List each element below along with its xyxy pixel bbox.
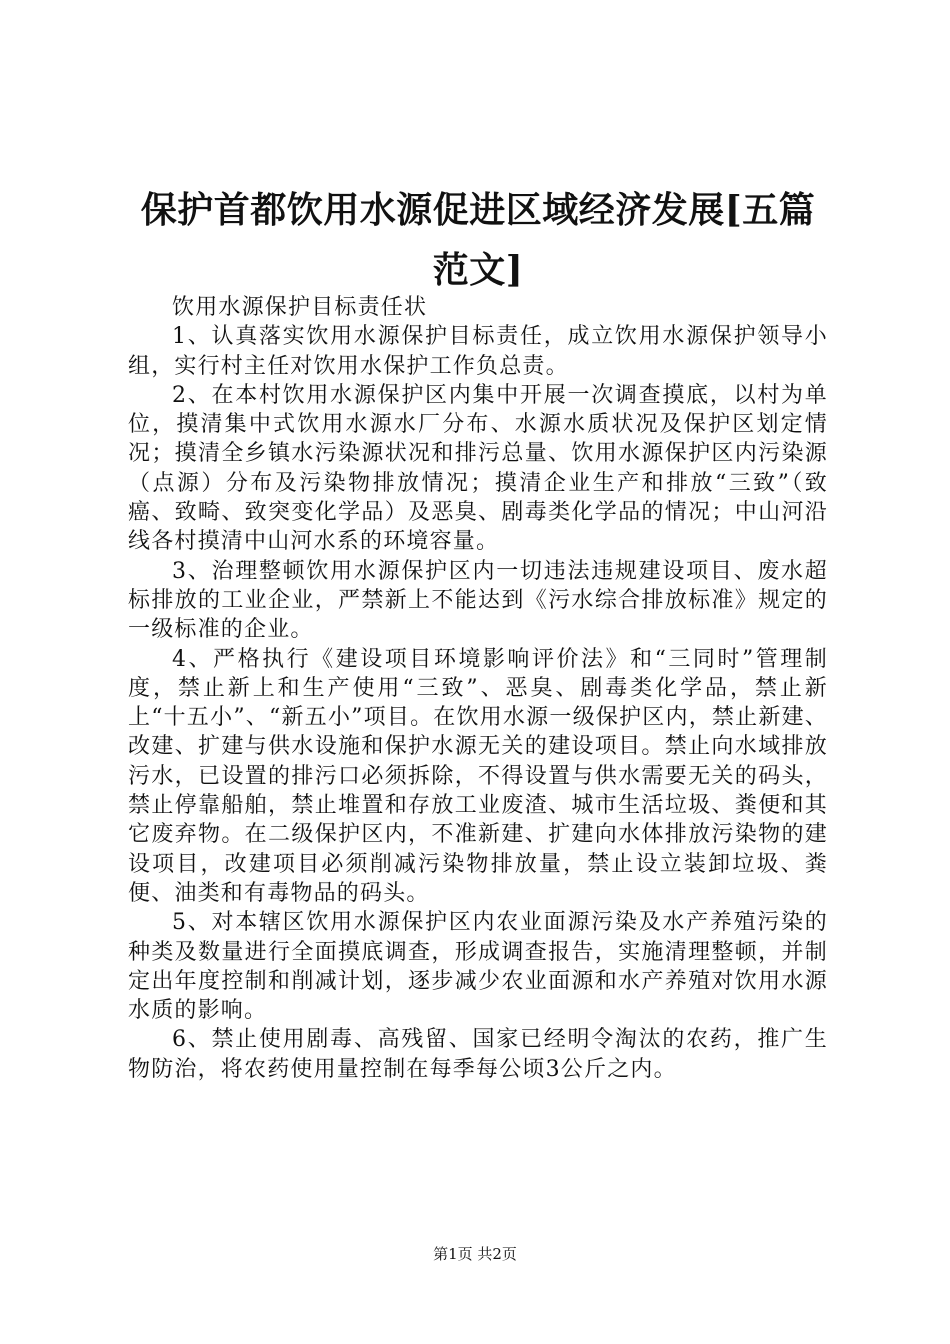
paragraph-item-2: 2、在本村饮用水源保护区内集中开展一次调查摸底，以村为单位，摸清集中式饮用水源水厂分布、水源水质状况及保护区划定情况；摸清全乡镇水污染源状况和排污总量、饮用水源保护区内污染源（点源）分布及污染物排放情况；摸清企业生产和排放“三致”（致癌、致畸、致突变化学品）及恶臭、剧毒类化学品的情况；中山河沿线各村摸清中山河水系的环境容量。 (128, 382, 828, 555)
page-number-footer: 第1页 共2页 (433, 1245, 517, 1263)
paragraph-item-1: 1、认真落实饮用水源保护目标责任，成立饮用水源保护领导小组，实行村主任对饮用水保护工作负总责。 (128, 324, 828, 379)
paragraph-heading: 饮用水源保护目标责任状 (172, 295, 428, 320)
document-title: 保护首都饮用水源促进区域经济发展[五篇范文] (140, 189, 816, 291)
paragraph-item-5: 5、对本辖区饮用水源保护区内农业面源污染及水产养殖污染的种类及数量进行全面摸底调查，形成调查报告，实施清理整顿，并制定出年度控制和削减计划，逐步减少农业面源和水产养殖对饮用水源水质的影响。 (128, 910, 828, 1024)
paragraph-item-6: 6、禁止使用剧毒、高残留、国家已经明令淘汰的农药，推广生物防治，将农药使用量控制在每季每公顷3公斤之内。 (128, 1027, 828, 1082)
paragraph-item-3: 3、治理整顿饮用水源保护区内一切违法违规建设项目、废水超标排放的工业企业，严禁新上不能达到《污水综合排放标准》规定的一级标准的企业。 (128, 558, 828, 643)
paragraph-item-4: 4、严格执行《建设项目环境影响评价法》和“三同时”管理制度，禁止新上和生产使用“三致”、恶臭、剧毒类化学品，禁止新上“十五小”、“新五小”项目。在饮用水源一级保护区内，禁止新建、改建、扩建与供水设施和保护水源无关的建设项目。禁止向水域排放污水，已设置的排污口必须拆除，不得设置与供水需要无关的码头，禁止停靠船舶，禁止堆置和存放工业废渣、城市生活垃圾、粪便和其它废弃物。在二级保护区内，不准新建、扩建向水体排放污染物的建设项目，改建项目必须削减污染物排放量，禁止设立装卸垃圾、粪便、油类和有毒物品的码头。 (128, 646, 828, 906)
document-body (128, 293, 828, 1084)
